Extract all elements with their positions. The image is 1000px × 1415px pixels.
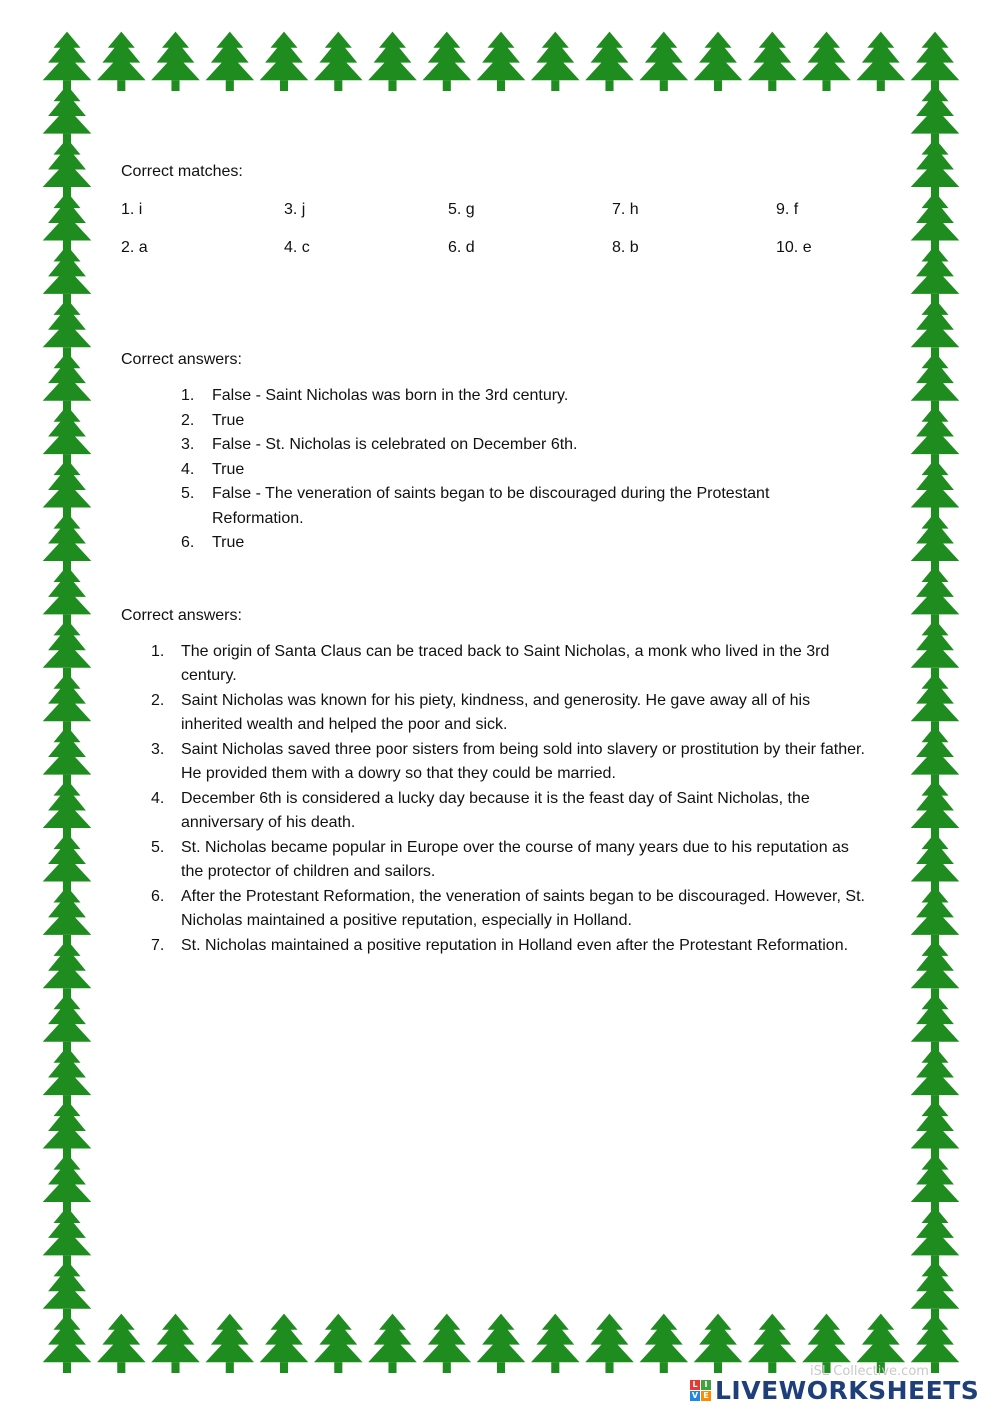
pine-tree-icon <box>911 726 960 785</box>
pine-tree-icon <box>43 886 92 945</box>
list-item <box>151 689 871 738</box>
list-item <box>181 482 821 531</box>
pine-tree-icon <box>911 138 960 197</box>
pine-tree-icon <box>43 1153 92 1212</box>
pine-tree-icon <box>43 352 92 411</box>
pine-tree-icon <box>43 1260 92 1319</box>
item-number: 4. <box>151 789 165 807</box>
pine-tree-icon <box>151 32 200 91</box>
pine-tree-icon <box>43 192 92 251</box>
match-item: 9. f <box>776 201 799 218</box>
list-item <box>181 433 821 458</box>
match-item: 6. d <box>448 239 475 256</box>
pine-tree-icon <box>368 1314 417 1373</box>
pine-tree-icon <box>423 32 472 91</box>
pine-tree-icon <box>43 1100 92 1159</box>
pine-tree-icon <box>585 1314 634 1373</box>
pine-tree-icon <box>911 85 960 144</box>
logo-badge <box>690 1380 711 1401</box>
pine-tree-icon <box>531 32 580 91</box>
pine-tree-icon <box>97 32 146 91</box>
pine-tree-icon <box>43 726 92 785</box>
pine-tree-icon <box>911 245 960 304</box>
pine-tree-icon <box>43 406 92 465</box>
pine-tree-icon <box>911 940 960 999</box>
item-text: Saint Nicholas saved three poor sisters from being sold into slavery or prostitution by their father. He provided them with a dowry so that they could be married. <box>181 740 865 782</box>
match-item: 10. e <box>776 239 812 256</box>
pine-tree-icon <box>640 1314 689 1373</box>
pine-tree-icon <box>857 32 906 91</box>
item-text: St. Nicholas became popular in Europe over the course of many years due to his reputation as the protector of children and sailors. <box>181 838 849 880</box>
pine-tree-icon <box>423 1314 472 1373</box>
list-item <box>181 384 821 409</box>
logo-badge-letter: I <box>701 1380 711 1390</box>
item-text: True <box>212 460 245 478</box>
list-item <box>151 640 871 689</box>
pine-tree-icon <box>97 1314 146 1373</box>
pine-tree-icon <box>43 619 92 678</box>
pine-tree-icon <box>748 32 797 91</box>
list-item <box>151 885 871 934</box>
match-item: 5. g <box>448 201 475 218</box>
match-item: 2. a <box>121 239 148 256</box>
pine-tree-icon <box>43 993 92 1052</box>
pine-tree-icon <box>43 1047 92 1106</box>
pine-tree-icon <box>368 32 417 91</box>
item-number: 1. <box>181 387 195 404</box>
list-item <box>151 738 871 787</box>
list-item <box>151 934 871 959</box>
pine-tree-icon <box>43 673 92 732</box>
pine-tree-icon <box>694 1314 743 1373</box>
pine-tree-icon <box>260 32 309 91</box>
pine-tree-icon <box>43 512 92 571</box>
pine-tree-icon <box>911 619 960 678</box>
item-text: Saint Nicholas was known for his piety, kindness, and generosity. He gave away all of his inherited wealth and helped the poor and sick. <box>181 691 811 733</box>
pine-tree-icon <box>911 406 960 465</box>
pine-tree-icon <box>911 886 960 945</box>
pine-tree-icon <box>314 32 363 91</box>
true-false-heading: Correct answers: <box>121 351 242 368</box>
list-item <box>151 836 871 885</box>
item-text: True <box>212 534 245 551</box>
pine-tree-icon <box>43 566 92 625</box>
item-text: False - The veneration of saints began to be discouraged during the Protestant Reformation. <box>212 485 770 527</box>
item-number: 6. <box>151 887 165 905</box>
pine-tree-icon <box>911 779 960 838</box>
item-number: 7. <box>151 936 165 954</box>
liveworksheets-logo <box>690 1372 979 1408</box>
pine-tree-icon <box>694 32 743 91</box>
pine-tree-icon <box>911 833 960 892</box>
pine-tree-icon <box>911 512 960 571</box>
pine-tree-icon <box>911 459 960 518</box>
pine-tree-icon <box>911 1260 960 1319</box>
item-number: 2. <box>151 691 165 709</box>
item-text: False - Saint Nicholas was born in the 3rd century. <box>212 387 569 404</box>
item-text: True <box>212 411 245 429</box>
item-number: 2. <box>181 411 195 429</box>
pine-tree-icon <box>43 940 92 999</box>
pine-tree-icon <box>43 833 92 892</box>
list-item <box>181 409 821 434</box>
pine-tree-icon <box>314 1314 363 1373</box>
answer-key <box>121 160 881 958</box>
pine-tree-icon <box>43 299 92 358</box>
logo-badge-letter: L <box>690 1380 700 1390</box>
item-number: 5. <box>151 838 165 856</box>
pine-tree-icon <box>911 993 960 1052</box>
pine-tree-icon <box>260 1314 309 1373</box>
pine-tree-icon <box>585 32 634 91</box>
list-item <box>181 458 821 483</box>
match-item: 3. j <box>284 201 306 218</box>
pine-tree-icon <box>531 1314 580 1373</box>
match-item: 7. h <box>612 201 639 218</box>
true-false-list <box>181 384 821 556</box>
match-item: 1. i <box>121 201 143 218</box>
logo-text: LIVEWORKSHEETS <box>715 1375 980 1405</box>
item-text: False - St. Nicholas is celebrated on December 6th. <box>212 436 578 453</box>
matches-heading: Correct matches: <box>121 163 243 180</box>
item-text: St. Nicholas maintained a positive reputation in Holland even after the Protestant Reformation. <box>181 936 849 954</box>
pine-tree-icon <box>151 1314 200 1373</box>
item-text: December 6th is considered a lucky day because it is the feast day of Saint Nicholas, the anniversary of his death. <box>181 789 810 831</box>
pine-tree-icon <box>43 245 92 304</box>
pine-tree-icon <box>43 138 92 197</box>
list-item <box>181 531 821 556</box>
pine-tree-icon <box>911 32 960 91</box>
logo-badge-letter: V <box>691 1390 699 1400</box>
pine-tree-icon <box>911 673 960 732</box>
watermark-subtext: iSL Collective.com <box>810 1364 929 1379</box>
pine-tree-icon <box>43 85 92 144</box>
match-item: 8. b <box>612 239 639 256</box>
pine-tree-icon <box>911 299 960 358</box>
pine-tree-icon <box>206 1314 255 1373</box>
pine-tree-icon <box>911 1207 960 1266</box>
item-number: 5. <box>181 485 195 502</box>
pine-tree-icon <box>43 1314 92 1373</box>
pine-tree-icon <box>43 459 92 518</box>
list-item <box>151 787 871 836</box>
pine-tree-icon <box>640 32 689 91</box>
pine-tree-icon <box>802 32 851 91</box>
matches-grid <box>121 198 881 274</box>
item-number: 1. <box>151 642 165 660</box>
item-number: 4. <box>181 460 195 478</box>
pine-tree-icon <box>43 32 92 91</box>
pine-tree-icon <box>911 192 960 251</box>
pine-tree-icon <box>911 1153 960 1212</box>
pine-tree-icon <box>43 1207 92 1266</box>
pine-tree-icon <box>43 779 92 838</box>
pine-tree-icon <box>911 352 960 411</box>
pine-tree-icon <box>477 32 526 91</box>
pine-tree-icon <box>477 1314 526 1373</box>
pine-tree-icon <box>911 1100 960 1159</box>
pine-tree-icon <box>911 1047 960 1106</box>
item-number: 3. <box>151 740 165 758</box>
item-text: After the Protestant Reformation, the veneration of saints began to be discouraged. However, St. Nicholas maintained a positive reputation, especially in Holland. <box>181 887 865 929</box>
pine-tree-icon <box>748 1314 797 1373</box>
pine-tree-icon <box>911 566 960 625</box>
item-number: 3. <box>181 436 195 453</box>
match-item: 4. c <box>284 239 310 256</box>
item-text: The origin of Santa Claus can be traced back to Saint Nicholas, a monk who lived in the 3rd century. <box>181 642 830 684</box>
item-number: 6. <box>181 534 195 551</box>
answers-list <box>151 640 871 959</box>
answers-heading: Correct answers: <box>121 606 242 624</box>
pine-tree-icon <box>206 32 255 91</box>
logo-badge-letter: E <box>701 1391 711 1401</box>
